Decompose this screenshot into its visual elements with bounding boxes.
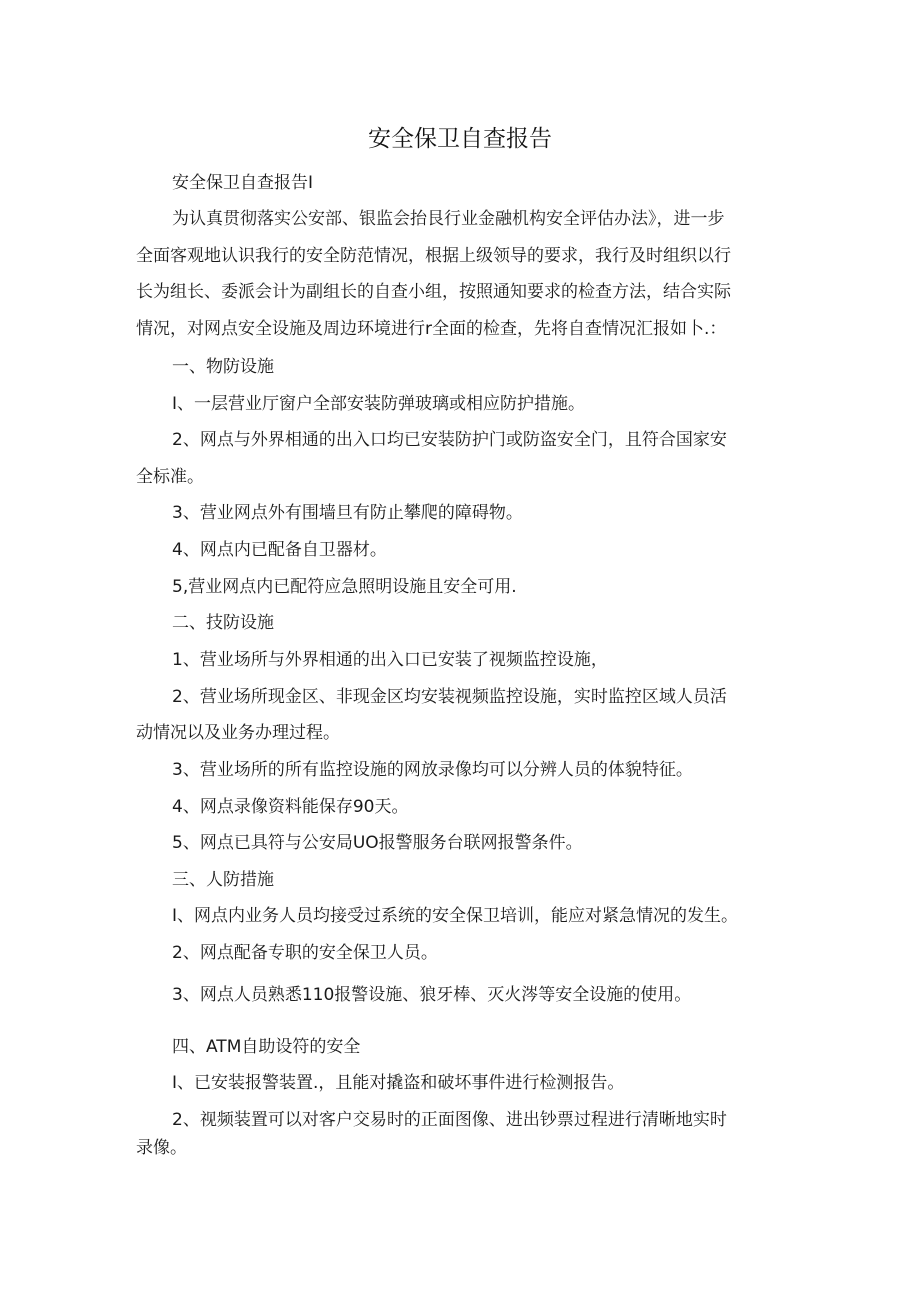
section-heading-technical: 二、技防设施	[172, 613, 274, 633]
list-item: 1、营业场所与外界相通的出入口已安装了视频监控设施，	[172, 650, 608, 670]
list-item: 4、网点内已配备自卫器材。	[172, 540, 387, 560]
section-heading-physical: 一、物防设施	[172, 357, 274, 377]
intro-line-2: 全面客观地认识我行的安全防范情况，根据上级领导的要求，我行及时组织以行	[136, 246, 731, 266]
list-item: 5、网点已具符与公安局UO报警服务台联网报警条件。	[172, 833, 583, 853]
document-subtitle: 安全保卫自查报告I	[172, 173, 314, 193]
section-heading-atm: 四、ATM自助设符的安全	[172, 1037, 361, 1057]
list-item: 3、营业网点外有围墙旦有防止攀爬的障碍物。	[172, 503, 523, 523]
list-item: I、已安装报警装置.，且能对撬盗和破坏事件进行检测报告。	[172, 1073, 625, 1093]
list-item: 3、营业场所的所有监控设施的网放录像均可以分辨人员的体貌特征。	[172, 760, 693, 780]
list-item: 2、网点与外界相通的出入口均已安装防护门或防盗安全门，且符合国家安	[172, 430, 727, 450]
list-item: 3、网点人员熟悉110报警设施、狼牙棒、灭火涔等安全设施的使用。	[172, 985, 692, 1005]
section-heading-personnel: 三、人防措施	[172, 870, 274, 890]
intro-line-1: 为认真贯彻落实公安部、银监会抬艮行业金融机构安全评估办法》，进一步	[172, 209, 725, 229]
intro-line-4: 情况，对网点安全设施及周边环境进行r全面的检查，先将自查情况汇报如卜.：	[136, 319, 727, 339]
list-item: I、一层营业厅窗户全部安装防弹玻璃或相应防护措施。	[172, 394, 586, 414]
document-title: 安全保卫自查报告	[368, 126, 552, 152]
list-item: 2、视频装置可以对客户交易时的正面图像、进出钞票过程进行清晰地实时	[172, 1110, 727, 1130]
intro-line-3: 长为组长、委派会计为副组长的自查小组，按照通知要求的检查方法，结合实际	[136, 282, 731, 302]
list-item: 2、网点配备专职的安全保卫人员。	[172, 943, 438, 963]
list-item-continuation: 录像。	[136, 1138, 187, 1158]
list-item: 2、营业场所现金区、非现金区均安装视频监控设施，实时监控区域人员活	[172, 687, 727, 707]
list-item: 5,营业网点内已配符应急照明设施且安全可用.	[172, 577, 517, 597]
list-item: I、网点内业务人员均接受过系统的安全保卫培训，能应对紧急情况的发生。	[172, 906, 739, 926]
list-item-continuation: 全标准。	[136, 467, 204, 487]
list-item: 4、网点录像资料能保存90天。	[172, 797, 409, 817]
list-item-continuation: 动情况以及业务办理过程。	[136, 723, 340, 743]
